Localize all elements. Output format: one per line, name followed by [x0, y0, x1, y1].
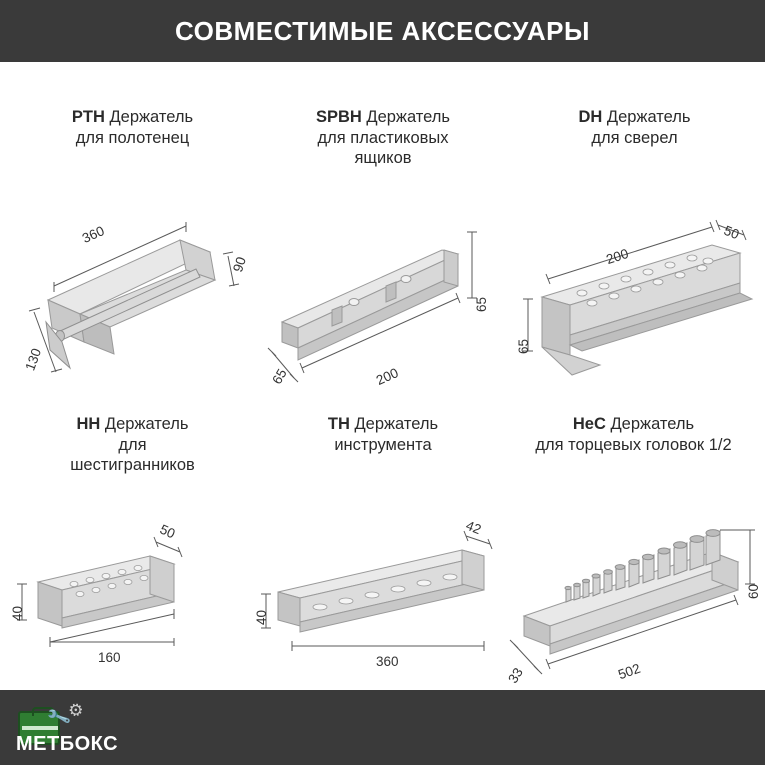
- product-code-pth: PTH: [71, 108, 105, 126]
- product-caption-pth: [10, 107, 255, 148]
- product-code-hh: HH: [76, 415, 101, 433]
- product-name-line-2-hec: для торцевых головок 1/2: [535, 435, 732, 454]
- product-name-line-1-th: Держатель: [354, 415, 439, 433]
- brand-name: МЕТБОКС: [16, 733, 119, 755]
- dimension-hh-160: 160: [98, 650, 121, 665]
- product-card-pth[interactable]: [10, 107, 255, 397]
- product-name-line-2-th: инструмента: [334, 435, 432, 454]
- product-name-line-1-pth: Держатель: [109, 108, 194, 126]
- product-card-spbh[interactable]: [258, 107, 508, 397]
- product-caption-th: [258, 414, 508, 455]
- dimension-pth-130: 130: [22, 346, 45, 373]
- accessories-grid: [0, 62, 765, 690]
- product-card-hec[interactable]: [506, 414, 761, 684]
- brand-logo[interactable]: [14, 700, 174, 756]
- product-name-line-2-hh: для: [118, 435, 147, 454]
- dimension-spbh-65-height: 65: [474, 296, 490, 313]
- dimension-dh-200: 200: [604, 245, 631, 268]
- product-caption-dh: [512, 107, 757, 148]
- product-code-spbh: SPBH: [315, 108, 362, 126]
- product-illustration-pth: [10, 182, 255, 392]
- dimension-spbh-65-depth: 65: [269, 366, 290, 387]
- dimension-hec-33: 33: [505, 665, 526, 686]
- page-footer: [0, 690, 765, 765]
- dimension-th-40: 40: [254, 609, 270, 626]
- dimension-dh-65: 65: [516, 338, 532, 355]
- dimension-pth-360: 360: [79, 223, 107, 246]
- page-header: [0, 0, 765, 62]
- page-title: СОВМЕСТИМЫЕ АКСЕССУАРЫ: [175, 15, 590, 46]
- dimension-hh-50: 50: [157, 521, 178, 542]
- product-code-hec: HeC: [572, 415, 606, 433]
- product-name-line-1-hh: Держатель: [104, 415, 189, 433]
- product-code-th: TH: [327, 415, 350, 433]
- product-name-line-3-spbh: ящиков: [354, 149, 412, 168]
- product-card-th[interactable]: [254, 414, 508, 684]
- dimension-hec-502: 502: [616, 660, 643, 683]
- dimension-th-42: 42: [463, 517, 484, 538]
- product-name-line-2-spbh: для пластиковых: [317, 128, 449, 147]
- product-card-hh[interactable]: [10, 414, 255, 684]
- product-caption-spbh: [258, 107, 508, 169]
- product-name-line-2-dh: для сверел: [591, 128, 678, 147]
- product-name-line-2-pth: для полотенец: [75, 128, 190, 147]
- dimension-spbh-200: 200: [373, 365, 401, 388]
- dimension-th-360: 360: [376, 654, 399, 669]
- wrench-icon: 🔧⚙: [45, 698, 87, 730]
- product-illustration-hec: [506, 504, 761, 684]
- dimension-hh-40: 40: [10, 605, 26, 622]
- product-illustration-dh: [512, 187, 757, 392]
- product-name-line-3-hh: шестигранников: [70, 456, 195, 475]
- product-name-line-1-dh: Держатель: [606, 108, 691, 126]
- product-caption-hec: [506, 414, 761, 455]
- dimension-pth-90: 90: [230, 255, 249, 274]
- product-card-dh[interactable]: [512, 107, 757, 397]
- dimension-hec-60: 60: [746, 583, 762, 600]
- product-illustration-spbh: [258, 202, 508, 392]
- product-name-line-1-spbh: Держатель: [366, 108, 451, 126]
- product-code-dh: DH: [578, 108, 603, 126]
- dimension-dh-50: 50: [721, 222, 742, 243]
- product-name-line-1-hec: Держатель: [610, 415, 695, 433]
- product-caption-hh: [10, 414, 255, 476]
- product-illustration-hh: [10, 514, 255, 684]
